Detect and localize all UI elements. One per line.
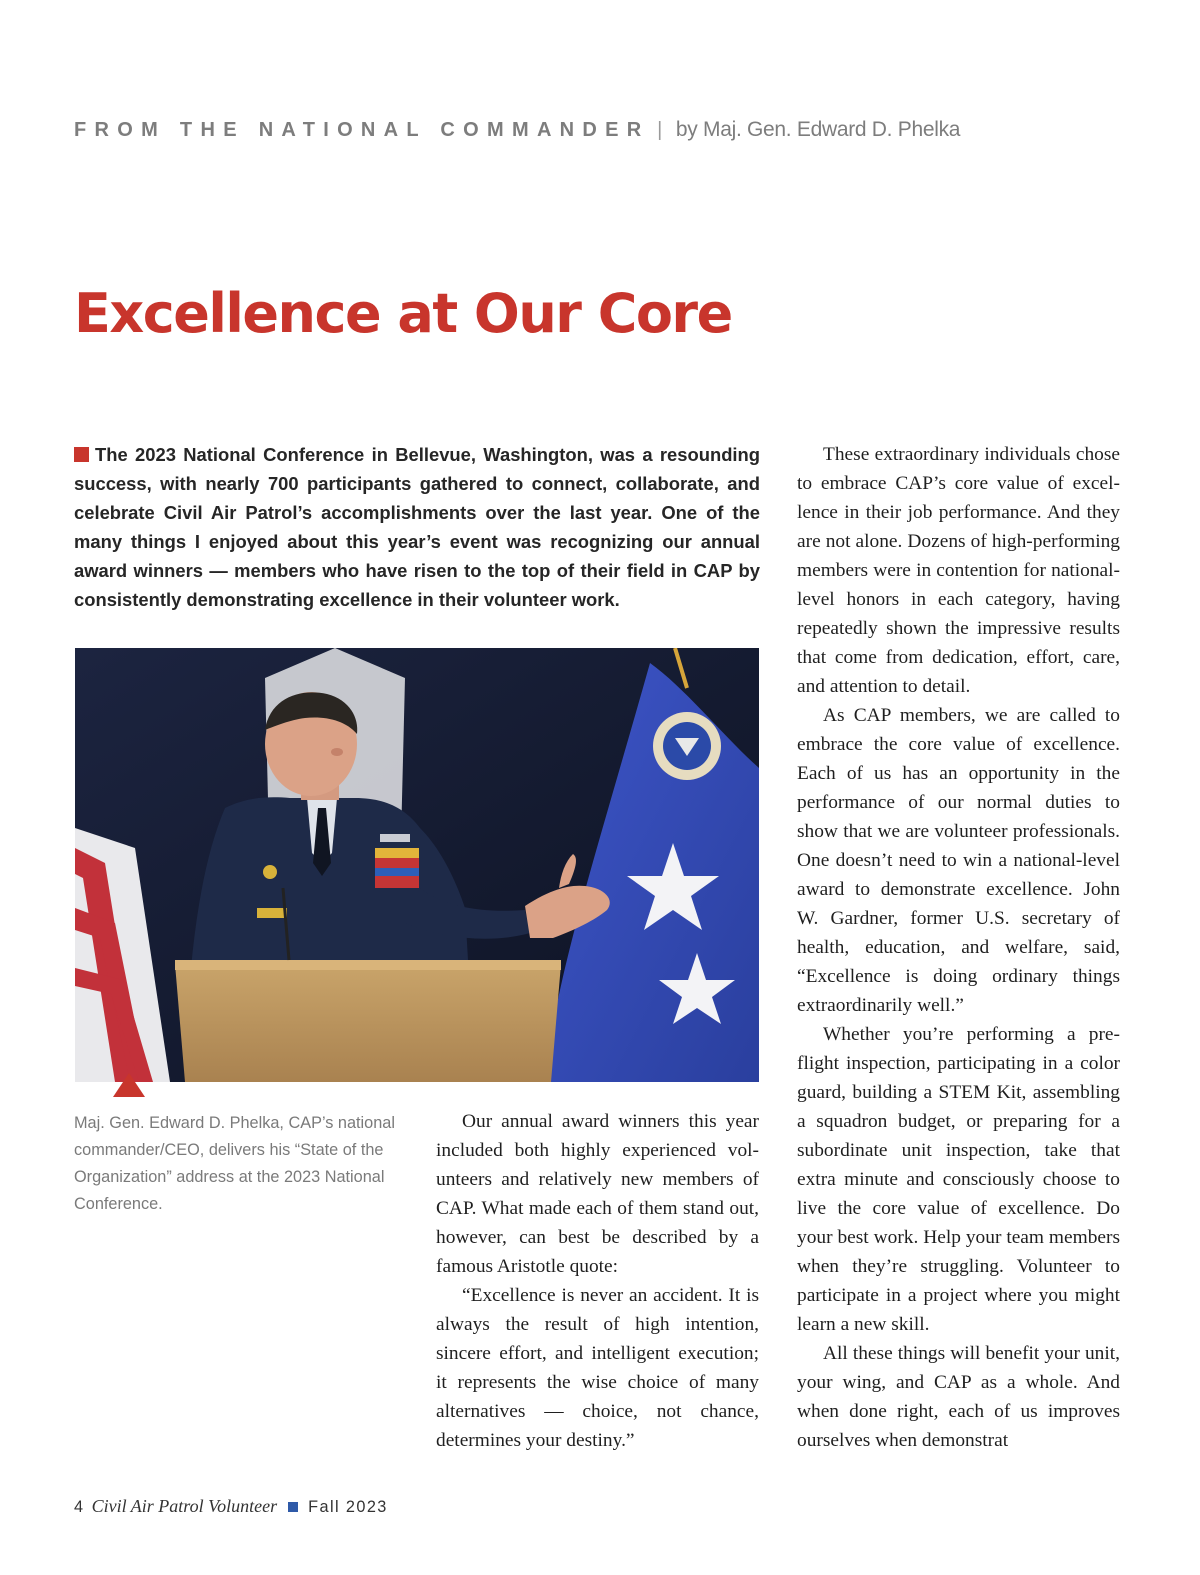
quote-paragraph: “Excellence is never an accident. It is always the result of high intention, sincere effort, and intelligent execution; it represents the wise choice of many alternatives — choice, not chance, determines your destiny.” xyxy=(436,1285,759,1451)
body-column-right xyxy=(797,440,1120,1455)
page-number: 4 xyxy=(74,1498,84,1516)
section-kicker xyxy=(74,118,1134,142)
publication-name: Civil Air Patrol Volunteer xyxy=(91,1496,278,1516)
intro-text: The 2023 National Conference in Bellevue, Washington, was a resounding success, with nearly 700 participants gathered to connect, collaborate, and celebrate Civil Air Patrol’s accomplishments over the last year. One of the many things I enjoyed about this year’s event was recognizing our annual award winners — members who have risen to the top of their field in CAP by consistently demonstrating excellence in their volunteer work. xyxy=(74,444,760,610)
body-paragraph: Whether you’re performing a preflight inspection, participating in a color guard, building a STEM Kit, assembling a squadron budget, or preparing for a subordinate unit inspection, take that extra minute and consciously choose to live the core value of excellence. Do your best work. Help your team members when they’re struggling. Volunteer to participate in a project where you might learn a new skill. xyxy=(797,1024,1120,1335)
body-paragraph: As CAP members, we are called to embrace the core value of excellence. Each of us has an opportunity in the performance of our normal duties to show that we are volunteer professionals. One doesn’t need to win a national-level award to demonstrate excellence. John W. Gardner, former U.S. secretary of health, education, and welfare, said, “Excellence is doing ordinary things extraordinarily well.” xyxy=(797,705,1120,1016)
issue-label: Fall 2023 xyxy=(308,1498,388,1516)
bullet-square-icon xyxy=(74,447,89,462)
article-title: Excellence at Our Core xyxy=(74,282,732,345)
photo-caption: Maj. Gen. Edward D. Phelka, CAP’s national commander/CEO, delivers his “State of the Organization” address at the 2023 National Conference. xyxy=(74,1114,395,1213)
body-paragraph: Our annual award winners this year included both highly experienced volunteers and relatively new members of CAP. What made each of them stand out, however, can best be described by a famous Aristotle quote: xyxy=(436,1111,759,1277)
author-byline: by Maj. Gen. Edward D. Phelka xyxy=(675,118,961,141)
photo-marker-triangle-icon xyxy=(113,1073,145,1097)
page-footer xyxy=(74,1496,388,1517)
section-label: FROM THE NATIONAL COMMANDER xyxy=(74,119,650,141)
kicker-separator: | xyxy=(657,119,663,141)
article-intro xyxy=(74,440,760,614)
body-paragraph: These extraordinary individuals chose to embrace CAP’s core value of excellence in their job performance. And they are not alone. Dozens of high-performing members were in contention for national-level honors in each category, having repeatedly shown the impressive results that come from dedication, effort, care, and attention to detail. xyxy=(797,444,1120,697)
body-column-middle xyxy=(436,1107,759,1455)
commander-photo xyxy=(75,648,759,1082)
body-paragraph: All these things will benefit your unit, your wing, and CAP as a whole. And when done right, each of us improves ourselves when demonstrat xyxy=(797,1343,1120,1451)
footer-square-icon xyxy=(288,1502,298,1512)
